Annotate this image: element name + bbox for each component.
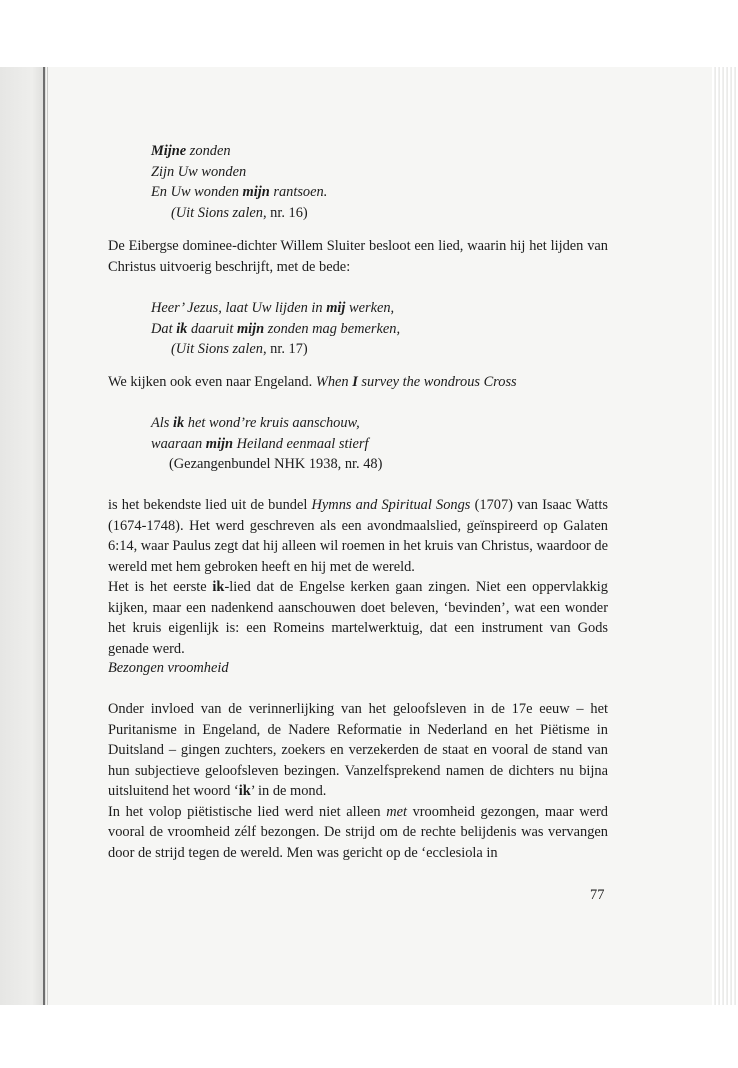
page-number: 77	[590, 887, 605, 903]
paragraph-4: Het is het eerste ik-lied dat de Engelse kerken gaan zingen. Niet een oppervlakkig kijken, maar een nadenkend aanschouwen doet beleven, ‘bevinden’, wat een wonder het kruis eigenlijk is: een Romeins martelwerktuig, dat een instrument van Gods genade werd.	[108, 579, 609, 657]
quote-1-line-3: En Uw wonden mijn rantsoen.	[151, 184, 328, 200]
quote-1	[151, 141, 651, 223]
binding-shadow-line	[47, 67, 48, 1005]
quote-3	[151, 413, 651, 475]
quote-1-line-2: Zijn Uw wonden	[151, 163, 247, 180]
paragraph-5: Onder invloed van de verinnerlijking van het geloofsleven in de 17e eeuw – het Puritanisme in Engeland, de Nadere Reformatie in Nederland en het Piëtisme in Duitsland – gingen zuchters, zoekers en verzekerden de staat en vooral de stand van hun subjectieve geloofsleven bezingen. Vanzelfsprekend namen de dichters nu bijna uitsluitend het woord ‘ik’ in de mond. In het volop piëtistische lied werd niet alleen met vroomheid gezongen, maar werd vooral de vroomheid zélf bezongen. De strijd om de rechte belijdenis was vervangen door de strijd tegen de wereld. Men was gericht op de ‘ecclesiola in	[108, 699, 608, 863]
quote-2-line-1: Heer’ Jezus, laat Uw lijden in mij werken,	[151, 300, 395, 316]
page-edges	[712, 67, 738, 1005]
quote-1-line-1: Mijne zonden	[151, 143, 231, 159]
binding-edge-line	[43, 67, 45, 1005]
book-page	[0, 67, 738, 1005]
paragraph-3: is het bekendste lied uit de bundel Hymns and Spiritual Songs (1707) van Isaac Watts (1674-1748). Het werd geschreven als een avondmaalslied, geïnspireerd op Galaten 6:14, waar Paulus zegt dat hij alleen wil roemen in het kruis van Christus, waardoor de wereld met hem gebroken heeft en hij met de wereld. Het is het eerste ik-lied dat de Engelse kerken gaan zingen. Niet een oppervlakkig kijken, maar een nadenkend aanschouwen doet beleven, ‘bevinden’, wat een wonder het kruis eigenlijk is: een Romeins martelwerktuig, dat een instrument van Gods genade werd.	[108, 495, 608, 659]
quote-2-line-2: Dat ik daaruit mijn zonden mag bemerken,	[151, 320, 401, 337]
binding-gutter	[0, 67, 46, 1005]
quote-2	[151, 298, 651, 360]
quote-3-line-1: Als ik het wond’re kruis aanschouw,	[151, 415, 360, 431]
quote-1-source: (Uit Sions zalen, nr. 16)	[171, 204, 308, 221]
quote-2-source: (Uit Sions zalen, nr. 17)	[171, 341, 308, 357]
section-heading: Bezongen vroomheid	[108, 660, 229, 676]
paragraph-6: In het volop piëtistische lied werd niet alleen met vroomheid gezongen, maar werd vooral de vroomheid zélf bezongen. De strijd om de rechte belijdenis was vervangen door de strijd tegen de wereld. Men was gericht op de ‘ecclesiola in	[108, 803, 608, 861]
quote-3-source: (Gezangenbundel NHK 1938, nr. 48)	[169, 456, 383, 472]
paragraph-1: De Eibergse dominee-dichter Willem Sluiter besloot een lied, waarin hij het lijden van Christus uitvoerig beschrijft, met de bede:	[108, 238, 608, 275]
paragraph-2: We kijken ook even naar Engeland. When I survey the wondrous Cross	[108, 374, 517, 390]
quote-3-line-2: waaraan mijn Heiland eenmaal stierf	[151, 435, 369, 452]
